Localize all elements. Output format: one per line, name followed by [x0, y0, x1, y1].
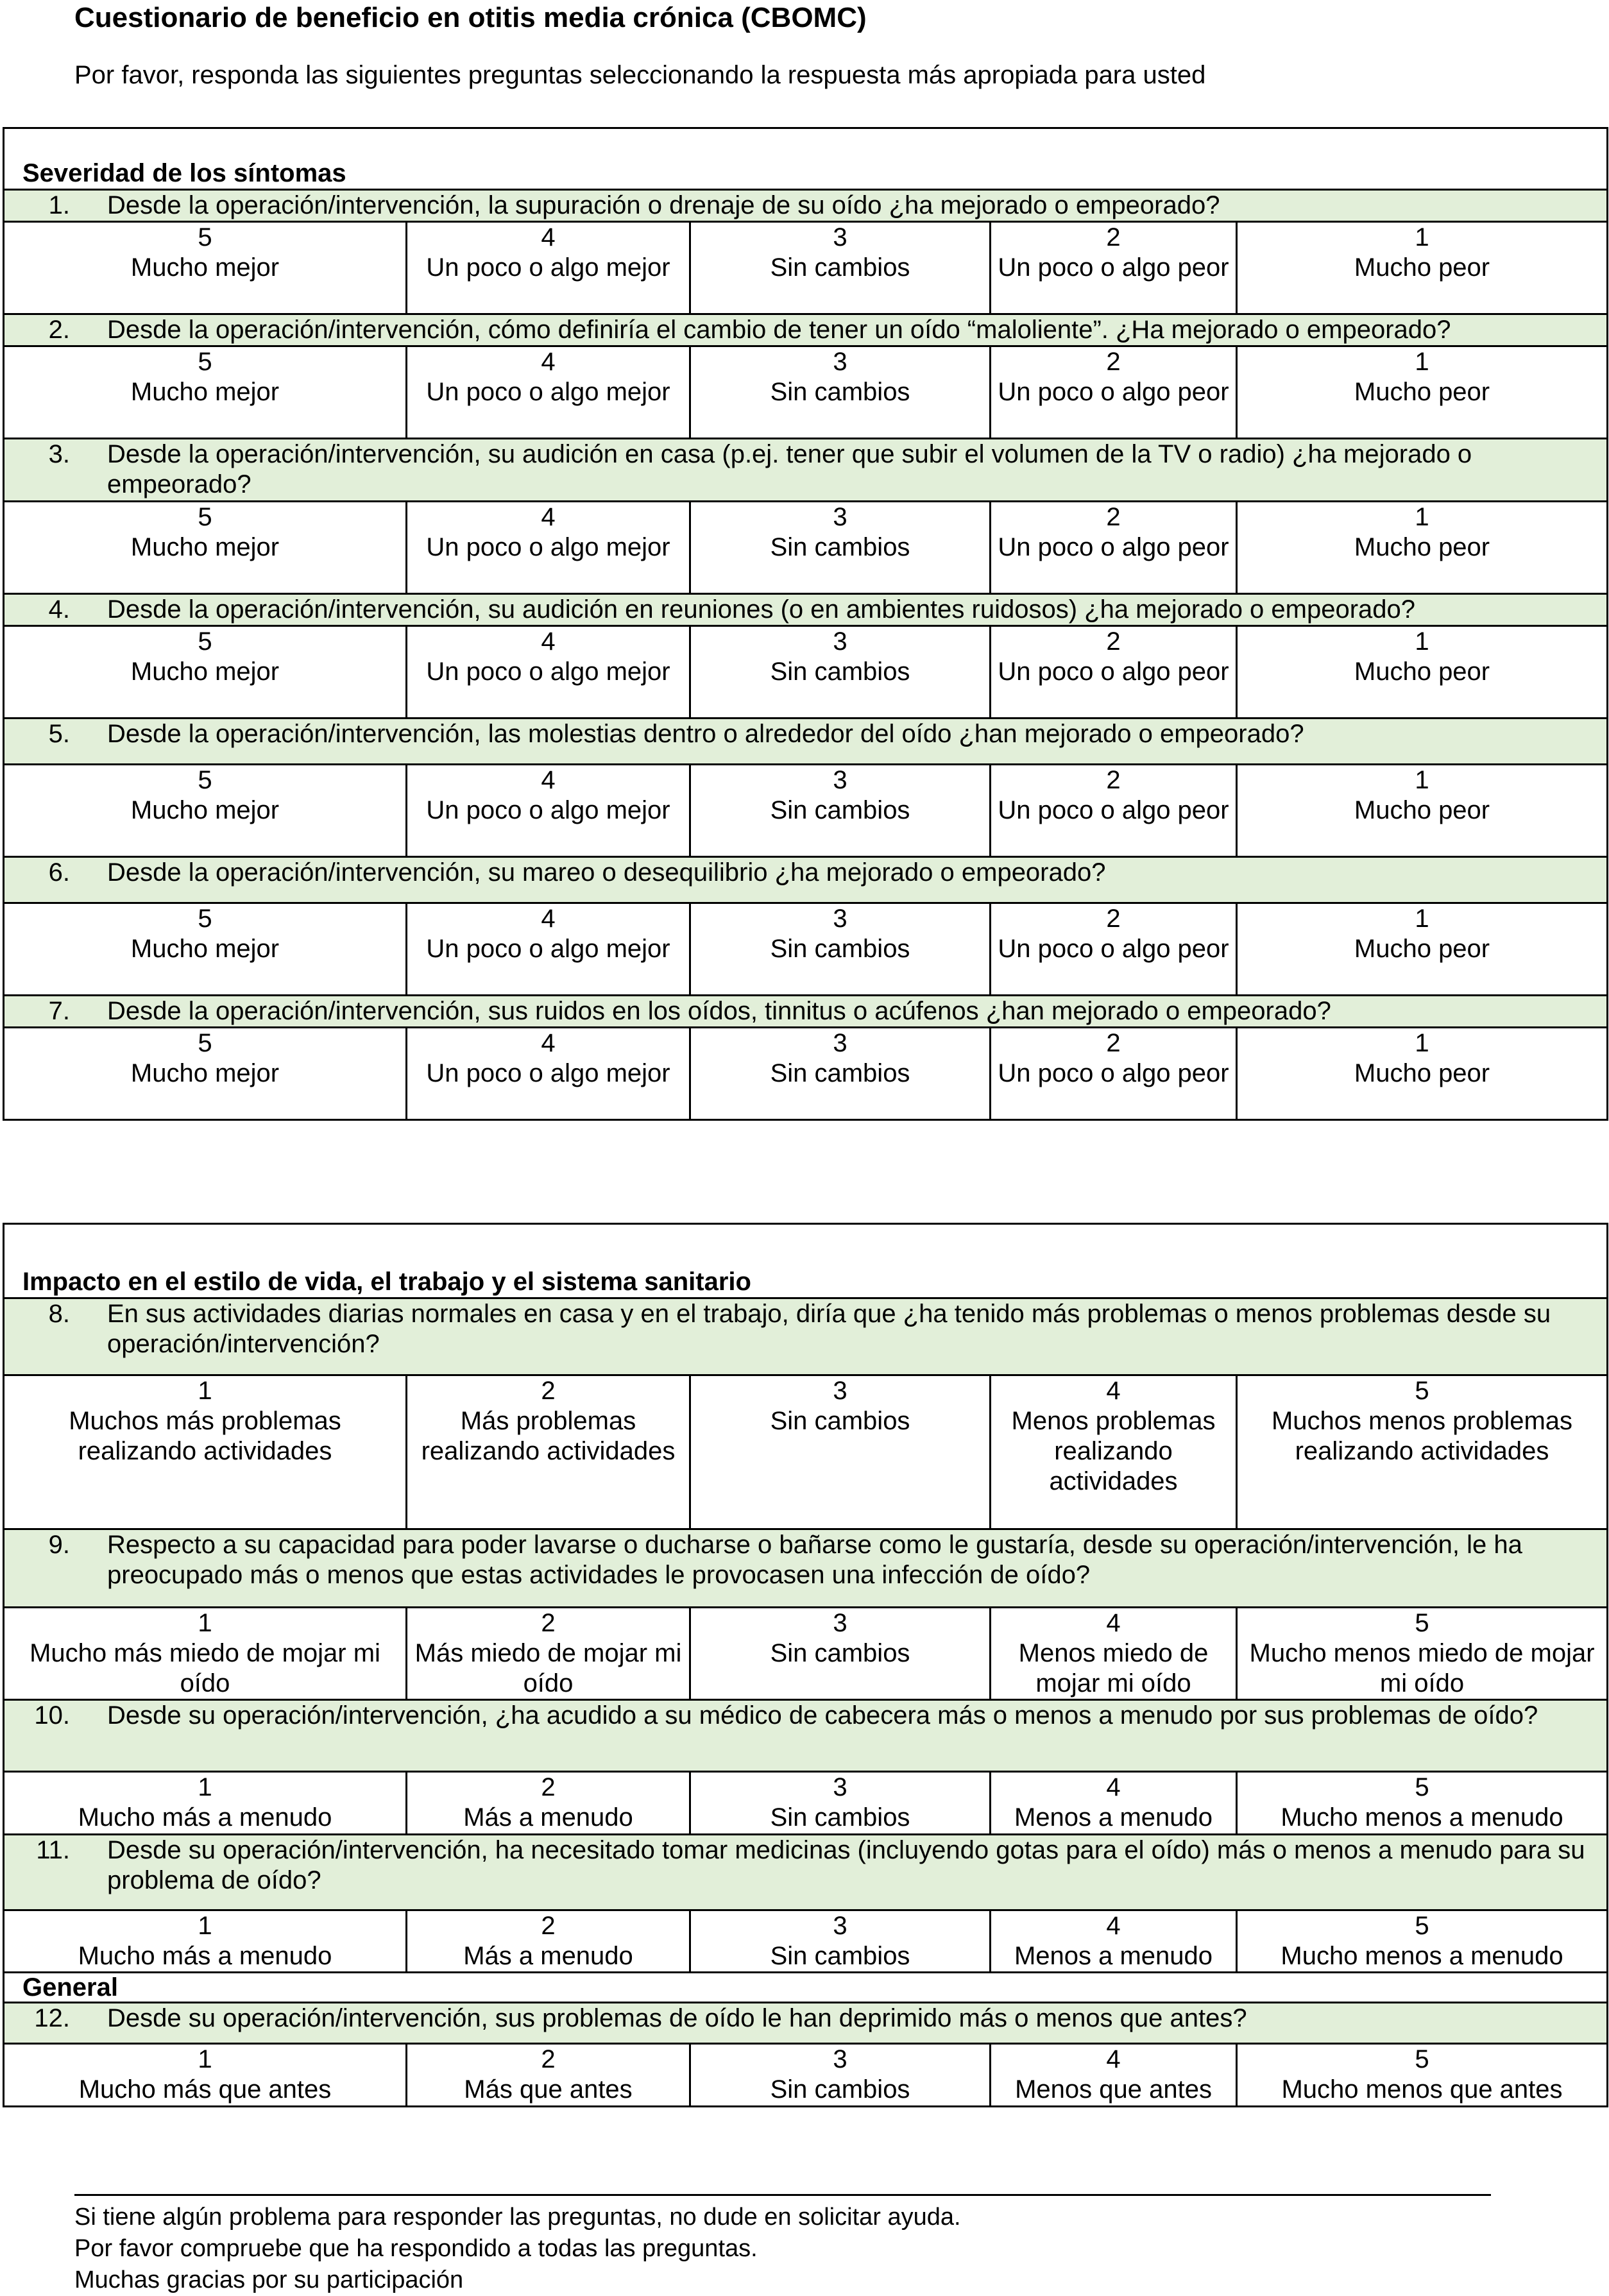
answer-label: Un poco o algo mejor	[426, 533, 670, 561]
answer-option[interactable]	[690, 1608, 991, 1700]
answer-label: Menos problemas realizando actividades	[1011, 1407, 1216, 1495]
questionnaire-title: Cuestionario de beneficio en otitis media crónica (CBOMC)	[74, 2, 867, 33]
answer-option[interactable]	[4, 346, 407, 439]
answer-option[interactable]	[4, 502, 407, 594]
answer-label: Un poco o algo mejor	[426, 1059, 670, 1087]
answer-label: Sin cambios	[770, 1942, 910, 1970]
answer-label: Mucho menos a menudo	[1281, 1942, 1563, 1970]
question-number: 3.	[48, 440, 70, 468]
answer-label: Menos miedo de mojar mi oído	[1018, 1639, 1209, 1697]
footer	[74, 2202, 961, 2296]
question-text: Desde la operación/intervención, su audición en reuniones (o en ambientes ruidosos) ¿ha mejorado o empeorado?	[107, 595, 1416, 624]
answer-option[interactable]	[690, 1375, 991, 1529]
answer-score: 2	[1106, 766, 1121, 794]
answer-label: Mucho mejor	[130, 935, 280, 963]
answer-score: 3	[833, 2045, 847, 2073]
answer-score: 1	[1415, 1029, 1429, 1057]
answer-label: Sin cambios	[770, 1059, 910, 1087]
answer-option[interactable]	[1237, 765, 1608, 857]
answer-option[interactable]	[1237, 222, 1608, 314]
question-row	[4, 190, 1608, 222]
answer-option[interactable]	[690, 765, 991, 857]
answer-score: 2	[1106, 627, 1121, 656]
answer-option[interactable]	[4, 1608, 407, 1700]
answer-score: 5	[198, 223, 212, 251]
answer-score: 3	[833, 766, 847, 794]
answer-score: 2	[1106, 905, 1121, 933]
answer-score: 4	[541, 627, 556, 656]
answer-option[interactable]	[690, 1028, 991, 1120]
answer-score: 5	[198, 348, 212, 376]
answer-option[interactable]	[690, 903, 991, 996]
questionnaire-instructions: Por favor, responda las siguientes preguntas seleccionando la respuesta más apropiada para usted	[74, 61, 1206, 89]
footer-line: Por favor compruebe que ha respondido a todas las preguntas.	[74, 2235, 758, 2262]
question-row	[4, 2003, 1608, 2044]
answer-option[interactable]	[991, 1910, 1237, 1973]
answer-score: 4	[541, 223, 556, 251]
answer-score: 1	[1415, 503, 1429, 531]
answer-option[interactable]	[407, 346, 690, 439]
question-text: Desde su operación/intervención, ¿ha acudido a su médico de cabecera más o menos a menudo por sus problemas de oído?	[107, 1701, 1538, 1730]
answer-label: Un poco o algo mejor	[426, 378, 670, 406]
question-text: Respecto a su capacidad para poder lavarse o ducharse o bañarse como le gustaría, desde su operación/intervención, le ha preocupado más o menos que estas actividades le provocasen una infección de oído?	[107, 1531, 1522, 1589]
answer-option[interactable]	[690, 1910, 991, 1973]
answer-score: 2	[541, 2045, 556, 2073]
answer-option[interactable]	[1237, 626, 1608, 719]
question-number: 7.	[48, 997, 70, 1025]
answer-option[interactable]	[1237, 1772, 1608, 1835]
question-number: 1.	[48, 191, 70, 219]
section-title: Impacto en el estilo de vida, el trabajo y el sistema sanitario	[4, 1224, 1608, 1298]
answer-label: Más miedo de mojar mi oído	[414, 1639, 682, 1697]
answer-score: 1	[198, 1609, 212, 1637]
answer-label: Mucho mejor	[130, 658, 280, 686]
answer-option[interactable]	[4, 1772, 407, 1835]
answer-option[interactable]	[407, 1910, 690, 1973]
answer-label: Sin cambios	[770, 1803, 910, 1832]
answer-label: Un poco o algo mejor	[426, 658, 670, 686]
question-number: 9.	[48, 1531, 70, 1559]
answer-option[interactable]	[1237, 1910, 1608, 1973]
answer-option[interactable]	[1237, 1608, 1608, 1700]
answer-label: Un poco o algo peor	[998, 253, 1229, 282]
question-text: Desde la operación/intervención, cómo definiría el cambio de tener un oído “maloliente”. ¿Ha mejorado o empeorado?	[107, 316, 1451, 344]
question-number: 6.	[48, 858, 70, 887]
question-number: 12.	[34, 2004, 70, 2032]
answer-option[interactable]	[991, 1608, 1237, 1700]
answer-score: 2	[1106, 503, 1121, 531]
answer-option[interactable]	[1237, 502, 1608, 594]
answer-score: 4	[541, 905, 556, 933]
answer-option[interactable]	[991, 1772, 1237, 1835]
answer-option[interactable]	[407, 1028, 690, 1120]
answer-score: 2	[1106, 223, 1121, 251]
answer-option[interactable]	[407, 903, 690, 996]
question-number: 4.	[48, 595, 70, 624]
question-row	[4, 857, 1608, 903]
footer-divider	[74, 2194, 1491, 2196]
answer-option[interactable]	[991, 765, 1237, 857]
answer-option[interactable]	[4, 1910, 407, 1973]
answer-score: 1	[1415, 766, 1429, 794]
answer-score: 3	[833, 1912, 847, 1940]
answer-score: 1	[198, 1773, 212, 1801]
question-number: 8.	[48, 1300, 70, 1328]
answer-label: Más problemas realizando actividades	[421, 1407, 676, 1465]
answer-label: Un poco o algo peor	[998, 796, 1229, 824]
answer-option[interactable]	[690, 346, 991, 439]
answer-label: Un poco o algo mejor	[426, 935, 670, 963]
answer-option[interactable]	[4, 222, 407, 314]
answer-score: 4	[1106, 1609, 1121, 1637]
answer-label: Muchos más problemas realizando actividades	[69, 1407, 341, 1465]
answer-label: Mucho mejor	[130, 378, 280, 406]
question-number: 2.	[48, 316, 70, 344]
answer-score: 4	[1106, 2045, 1121, 2073]
answer-option[interactable]	[407, 1772, 690, 1835]
question-row	[4, 1835, 1608, 1910]
answer-score: 3	[833, 1377, 847, 1405]
answer-score: 1	[198, 1377, 212, 1405]
answer-option[interactable]	[690, 222, 991, 314]
answer-score: 4	[541, 766, 556, 794]
answer-option[interactable]	[407, 2044, 690, 2107]
answer-score: 3	[833, 1029, 847, 1057]
answer-option[interactable]	[1237, 1028, 1608, 1120]
answer-option[interactable]	[4, 903, 407, 996]
answer-label: Sin cambios	[770, 2075, 910, 2104]
answer-score: 5	[1415, 2045, 1429, 2073]
answer-score: 2	[541, 1609, 556, 1637]
answer-label: Mucho menos miedo de mojar mi oído	[1249, 1639, 1595, 1697]
answer-option[interactable]	[991, 1028, 1237, 1120]
answer-option[interactable]	[4, 1375, 407, 1529]
answer-option[interactable]	[1237, 2044, 1608, 2107]
answer-label: Sin cambios	[770, 1639, 910, 1667]
answer-score: 5	[198, 905, 212, 933]
answer-option[interactable]	[991, 2044, 1237, 2107]
answer-score: 4	[541, 1029, 556, 1057]
answer-label: Mucho menos a menudo	[1281, 1803, 1563, 1832]
question-text: En sus actividades diarias normales en casa y en el trabajo, diría que ¿ha tenido más problemas o menos problemas desde su operación/intervención?	[107, 1300, 1551, 1358]
answer-label: Sin cambios	[770, 1407, 910, 1435]
question-row	[4, 314, 1608, 346]
answer-score: 5	[1415, 1773, 1429, 1801]
answer-label: Mucho mejor	[130, 253, 280, 282]
answer-option[interactable]	[991, 1375, 1237, 1529]
answer-score: 5	[1415, 1377, 1429, 1405]
answer-score: 4	[541, 503, 556, 531]
question-row	[4, 439, 1608, 502]
answer-label: Un poco o algo peor	[998, 935, 1229, 963]
answer-option[interactable]	[407, 765, 690, 857]
answer-score: 3	[833, 627, 847, 656]
answer-label: Sin cambios	[770, 796, 910, 824]
answer-option[interactable]	[4, 765, 407, 857]
answer-label: Un poco o algo mejor	[426, 796, 670, 824]
answer-label: Menos a menudo	[1014, 1942, 1213, 1970]
answer-score: 5	[198, 627, 212, 656]
answer-label: Muchos menos problemas realizando actividades	[1271, 1407, 1573, 1465]
answer-score: 5	[198, 503, 212, 531]
answer-score: 3	[833, 503, 847, 531]
question-text: Desde la operación/intervención, su mareo o desequilibrio ¿ha mejorado o empeorado?	[107, 858, 1106, 887]
answer-score: 3	[833, 905, 847, 933]
answer-label: Mucho peor	[1354, 378, 1490, 406]
answer-label: Un poco o algo peor	[998, 378, 1229, 406]
question-number: 10.	[34, 1701, 70, 1730]
answer-option[interactable]	[407, 1375, 690, 1529]
footer-line: Muchas gracias por su participación	[74, 2266, 464, 2293]
footer-line: Si tiene algún problema para responder las preguntas, no dude en solicitar ayuda.	[74, 2204, 961, 2231]
question-row	[4, 996, 1608, 1028]
answer-label: Mucho peor	[1354, 533, 1490, 561]
answer-option[interactable]	[1237, 903, 1608, 996]
answer-option[interactable]	[4, 2044, 407, 2107]
answer-label: Mucho menos que antes	[1281, 2075, 1563, 2104]
answer-label: Sin cambios	[770, 253, 910, 282]
answer-label: Más a menudo	[463, 1803, 633, 1832]
answer-score: 2	[541, 1773, 556, 1801]
answer-score: 4	[1106, 1912, 1121, 1940]
answer-score: 3	[833, 1609, 847, 1637]
answer-option[interactable]	[991, 502, 1237, 594]
answer-score: 2	[541, 1377, 556, 1405]
answer-label: Mucho más a menudo	[78, 1803, 332, 1832]
question-text: Desde la operación/intervención, sus ruidos en los oídos, tinnitus o acúfenos ¿han mejorado o empeorado?	[107, 997, 1331, 1025]
answer-score: 2	[541, 1912, 556, 1940]
answer-label: Mucho mejor	[130, 533, 280, 561]
answer-score: 5	[1415, 1609, 1429, 1637]
answer-label: Mucho más que antes	[78, 2075, 332, 2104]
answer-option[interactable]	[1237, 1375, 1608, 1529]
answer-label: Menos a menudo	[1014, 1803, 1213, 1832]
answer-score: 5	[198, 1029, 212, 1057]
answer-option[interactable]	[407, 626, 690, 719]
answer-option[interactable]	[407, 1608, 690, 1700]
question-row	[4, 719, 1608, 765]
answer-score: 5	[198, 766, 212, 794]
answer-option[interactable]	[690, 502, 991, 594]
answer-option[interactable]	[407, 502, 690, 594]
answer-label: Mucho peor	[1354, 1059, 1490, 1087]
answer-option[interactable]	[690, 626, 991, 719]
question-text: Desde la operación/intervención, su audición en casa (p.ej. tener que subir el volumen de la TV o radio) ¿ha mejorado o empeorado?	[107, 440, 1472, 498]
answer-label: Mucho más a menudo	[78, 1942, 332, 1970]
answer-label: Menos que antes	[1015, 2075, 1212, 2104]
answer-label: Mucho peor	[1354, 935, 1490, 963]
answer-option[interactable]	[690, 1772, 991, 1835]
answer-option[interactable]	[4, 1028, 407, 1120]
answer-label: Más a menudo	[463, 1942, 633, 1970]
answer-option[interactable]	[991, 903, 1237, 996]
question-text: Desde su operación/intervención, ha necesitado tomar medicinas (incluyendo gotas para el oído) más o menos a menudo para su problema de oído?	[107, 1836, 1585, 1894]
question-row	[4, 1700, 1608, 1772]
answer-label: Mucho mejor	[130, 796, 280, 824]
answer-label: Un poco o algo peor	[998, 533, 1229, 561]
answer-label: Un poco o algo mejor	[426, 253, 670, 282]
answer-score: 1	[1415, 223, 1429, 251]
answer-score: 2	[1106, 1029, 1121, 1057]
answer-score: 4	[1106, 1377, 1121, 1405]
question-row	[4, 1529, 1608, 1608]
answer-score: 2	[1106, 348, 1121, 376]
answer-option[interactable]	[690, 2044, 991, 2107]
answer-label: Mucho mejor	[130, 1059, 280, 1087]
question-row	[4, 1298, 1608, 1375]
answer-score: 3	[833, 1773, 847, 1801]
answer-label: Más que antes	[464, 2075, 633, 2104]
answer-option[interactable]	[1237, 346, 1608, 439]
answer-score: 4	[1106, 1773, 1121, 1801]
question-text: Desde su operación/intervención, sus problemas de oído le han deprimido más o menos que antes?	[107, 2004, 1247, 2032]
lifestyle-impact-table	[3, 1223, 1608, 2107]
answer-label: Mucho peor	[1354, 658, 1490, 686]
answer-label: Mucho peor	[1354, 796, 1490, 824]
answer-label: Sin cambios	[770, 935, 910, 963]
answer-score: 5	[1415, 1912, 1429, 1940]
answer-option[interactable]	[991, 626, 1237, 719]
answer-score: 1	[198, 1912, 212, 1940]
answer-label: Sin cambios	[770, 533, 910, 561]
section-title: General	[4, 1973, 1608, 2003]
answer-label: Mucho peor	[1354, 253, 1490, 282]
answer-score: 1	[198, 2045, 212, 2073]
answer-score: 1	[1415, 905, 1429, 933]
answer-score: 4	[541, 348, 556, 376]
answer-option[interactable]	[991, 222, 1237, 314]
question-row	[4, 594, 1608, 626]
answer-option[interactable]	[4, 626, 407, 719]
answer-label: Un poco o algo peor	[998, 1059, 1229, 1087]
answer-option[interactable]	[407, 222, 690, 314]
question-text: Desde la operación/intervención, las molestias dentro o alrededor del oído ¿han mejorado o empeorado?	[107, 720, 1304, 748]
answer-score: 3	[833, 348, 847, 376]
answer-option[interactable]	[991, 346, 1237, 439]
answer-score: 3	[833, 223, 847, 251]
question-text: Desde la operación/intervención, la supuración o drenaje de su oído ¿ha mejorado o empeorado?	[107, 191, 1220, 219]
section-title: Severidad de los síntomas	[4, 128, 1608, 190]
answer-label: Mucho más miedo de mojar mi oído	[30, 1639, 380, 1697]
question-number: 11.	[36, 1836, 70, 1864]
answer-label: Sin cambios	[770, 658, 910, 686]
answer-score: 1	[1415, 348, 1429, 376]
answer-score: 1	[1415, 627, 1429, 656]
symptom-severity-table	[3, 127, 1608, 1121]
answer-label: Sin cambios	[770, 378, 910, 406]
answer-label: Un poco o algo peor	[998, 658, 1229, 686]
question-number: 5.	[48, 720, 70, 748]
